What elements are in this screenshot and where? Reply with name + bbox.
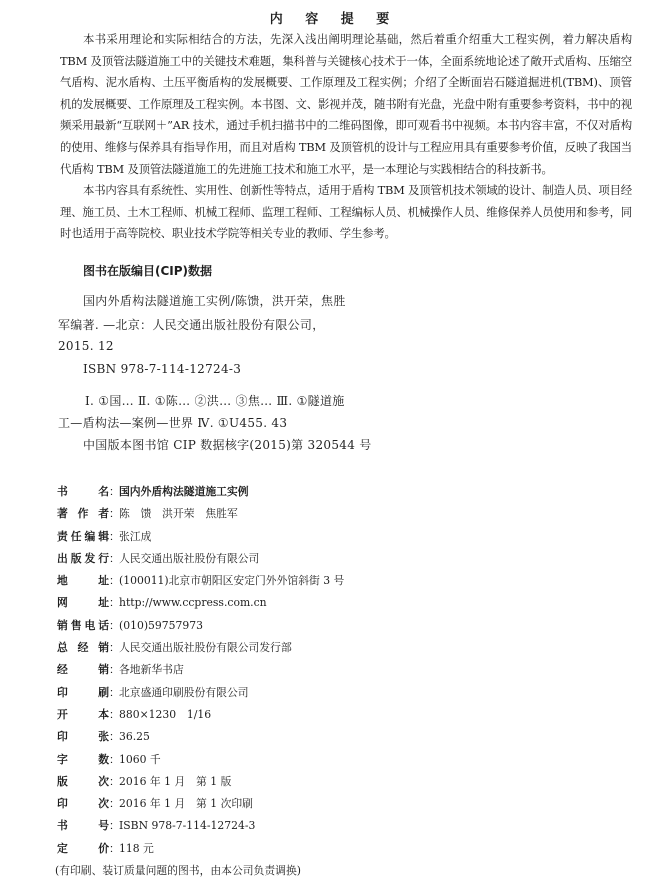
colophon-row-printing: 印 次：2016 年 1 月 第 1 次印刷 (57, 797, 253, 811)
colophon-row-publisher: 出版发行：人民交通出版社股份有限公司 (57, 551, 260, 565)
cip-heading: 图书在版编目(CIP)数据 (83, 264, 213, 278)
colophon-row-authors: 著作者：陈 馈 洪开荣 焦胜军 (57, 507, 238, 521)
cip-line-classification-2: 工—盾构法—案例—世界 Ⅳ. ①U455. 43 (58, 416, 288, 430)
abstract-paragraph-2: 本书内容具有系统性、实用性、创新性等特点，适用于盾构 TBM 及顶管机技术领域的设计、制造人员、项目经理、施工员、土木工程师、机械工程师、监理工程师、工程编标人员、机械操作人员、维修保养人员使用和参考，同时也适用于高等院校、职业技术学院等相关专业的教师、学生参考。 (60, 183, 632, 241)
colophon-row-printer: 印 刷：北京盛通印刷股份有限公司 (57, 685, 249, 699)
colophon-row-edition: 版 次：2016 年 1 月 第 1 版 (57, 774, 232, 788)
colophon-row-distributor: 经 销：各地新华书店 (57, 663, 184, 677)
cip-line-record: 中国版本图书馆 CIP 数据核字(2015)第 320544 号 (83, 438, 372, 452)
colophon-row-word-count: 字 数：1060 千 (57, 752, 161, 766)
colophon (57, 481, 344, 882)
cip-line-2: 军编著. —北京：人民交通出版社股份有限公司， (58, 318, 325, 332)
colophon-row-format: 开 本：880×1230 1/16 (57, 707, 212, 721)
cip-line-classification-1: Ⅰ. ①国… Ⅱ. ①陈… ②洪… ③焦… Ⅲ. ①隧道施 (85, 394, 345, 408)
colophon-row-general-distributor: 总经销：人民交通出版社股份有限公司发行部 (57, 641, 292, 655)
quality-note: (有印刷、装订质量问题的图书，由本公司负责调换) (55, 864, 301, 878)
colophon-row-isbn: 书 号：ISBN 978-7-114-12724-3 (57, 819, 256, 833)
abstract-title: 内 容 提 要 (269, 12, 399, 27)
colophon-row-phone: 销售电话：(010)59757973 (57, 618, 203, 632)
colophon-row-title: 书 名：国内外盾构法隧道施工实例 (57, 485, 249, 498)
cip-line-3: 2015. 12 (58, 339, 114, 353)
colophon-row-editor: 责任编辑：张江成 (57, 529, 152, 543)
colophon-row-sheets: 印 张：36.25 (57, 730, 150, 744)
abstract-paragraph-1: 本书采用理论和实际相结合的方法，先深入浅出阐明理论基础，然后着重介绍重大工程实例，着力解决盾构 TBM 及顶管法隧道施工中的关键技术难题，集科普与关键核心技术于一体，全面系统地论述了敞开式盾构、压缩空气盾构、泥水盾构、土压平衡盾构的发展概要、工作原理及工程实例；介绍了全断面岩石隧道掘进机(TBM)、顶管机的发展概要、工作原理及工程实例。本书图、文、影视并茂，随书附有光盘，光盘中附有重要参考资料，书中的视频采用最新“互联网＋”AR 技术，通过手机扫描书中的二维码图像，即可观看书中视频。本书内容丰富，不仅对盾构的使用、维修与保养具有指导作用，而且对盾构 TBM 及顶管机的设计与工程应用具有重要参考价值，反映了我国当代盾构 TBM 及顶管法隧道施工的先进施工技术和施工水平，是一本理论与实践相结合的科技新书。 (60, 32, 632, 176)
colophon-row-website: 网 址：http://www.ccpress.com.cn (57, 592, 344, 614)
abstract-body (60, 29, 632, 245)
cip-line-isbn: ISBN 978-7-114-12724-3 (83, 362, 242, 376)
colophon-row-price: 定 价：118 元 (57, 841, 154, 855)
colophon-row-address: 地 址：(100011)北京市朝阳区安定门外外馆斜街 3 号 (57, 574, 345, 588)
cip-line-1: 国内外盾构法隧道施工实例/陈馈，洪开荣，焦胜 (83, 294, 346, 308)
website-link[interactable]: http://www.ccpress.com.cn (119, 596, 267, 610)
